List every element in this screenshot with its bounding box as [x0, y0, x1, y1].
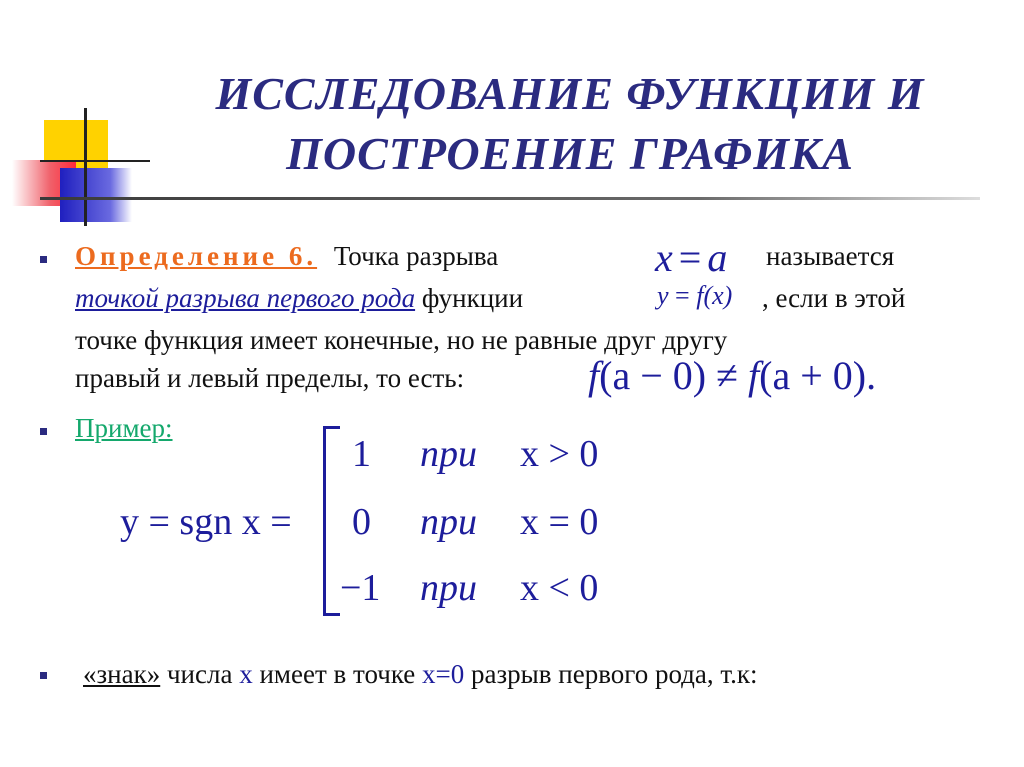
bullet-example [40, 428, 47, 435]
sgn-word-2: при [420, 501, 477, 543]
limit-left: (a − 0) [599, 353, 707, 398]
bullet-definition [40, 256, 47, 263]
eq-sign: = [678, 235, 702, 280]
eq-x-eq-a [655, 236, 727, 280]
decor-horizontal-line [40, 160, 150, 162]
definition-text-3: функции [421, 283, 524, 313]
conclusion-line [75, 658, 758, 690]
sgn-value-1: 1 [352, 433, 371, 475]
term-first-kind-discontinuity: точкой разрыва первого рода [75, 283, 416, 313]
definition-line-3: точке функция имеет конечные, но не равные друг другу [75, 325, 728, 355]
sgn-word-3: при [420, 567, 477, 609]
limit-right: (a + 0). [759, 353, 877, 398]
decor-vertical-line [84, 108, 87, 226]
conclusion-part-2: имеет в точке [259, 659, 416, 689]
sgn-cond-1: x > 0 [520, 433, 599, 475]
conclusion-x: x [239, 659, 253, 689]
definition-text-1: Точка разрыва [333, 241, 499, 271]
func-y: y [657, 281, 669, 310]
eq-a: a [707, 235, 728, 280]
limit-f-1: f [588, 353, 600, 398]
sgn-cond-3: x < 0 [520, 567, 599, 609]
func-arg: (x) [703, 281, 733, 310]
sgn-word-1: при [420, 433, 477, 475]
bullet-conclusion [40, 672, 47, 679]
title-line-1: ИССЛЕДОВАНИЕ ФУНКЦИИ И [215, 68, 925, 119]
definition-line-2 [75, 282, 523, 314]
piecewise-bracket [323, 426, 340, 616]
sgn-cond-2: x = 0 [520, 501, 599, 543]
sign-word: «знак» [83, 659, 161, 689]
func-f: f [696, 281, 704, 310]
example-label: Пример: [75, 413, 173, 443]
definition-line-1 [75, 240, 498, 272]
definition-text-4: , если в этой [762, 283, 906, 313]
conclusion-x-eq-0: x=0 [422, 659, 465, 689]
conclusion-part-1: числа [166, 659, 233, 689]
limits-inequality [588, 352, 876, 400]
conclusion-part-3: разрыв первого рода, т.к: [471, 659, 758, 689]
limit-f-2: f [748, 353, 760, 398]
title-line-2: ПОСТРОЕНИЕ ГРАФИКА [286, 128, 854, 179]
sgn-lhs: y = sgn x = [120, 501, 292, 543]
title-rule [40, 197, 980, 200]
definition-label: Определение 6. [75, 241, 318, 271]
sgn-value-2: 0 [352, 501, 371, 543]
slide-title [140, 64, 1000, 184]
sgn-value-3: −1 [340, 567, 381, 609]
eq-x: x [655, 235, 673, 280]
definition-text-2: называется [766, 241, 895, 271]
definition-line-4: правый и левый пределы, то есть: [75, 363, 465, 393]
function-y-eq-fx [657, 280, 732, 312]
limit-neq: ≠ [716, 353, 739, 398]
func-eq: = [675, 281, 690, 310]
decor-blue-square [60, 168, 132, 222]
